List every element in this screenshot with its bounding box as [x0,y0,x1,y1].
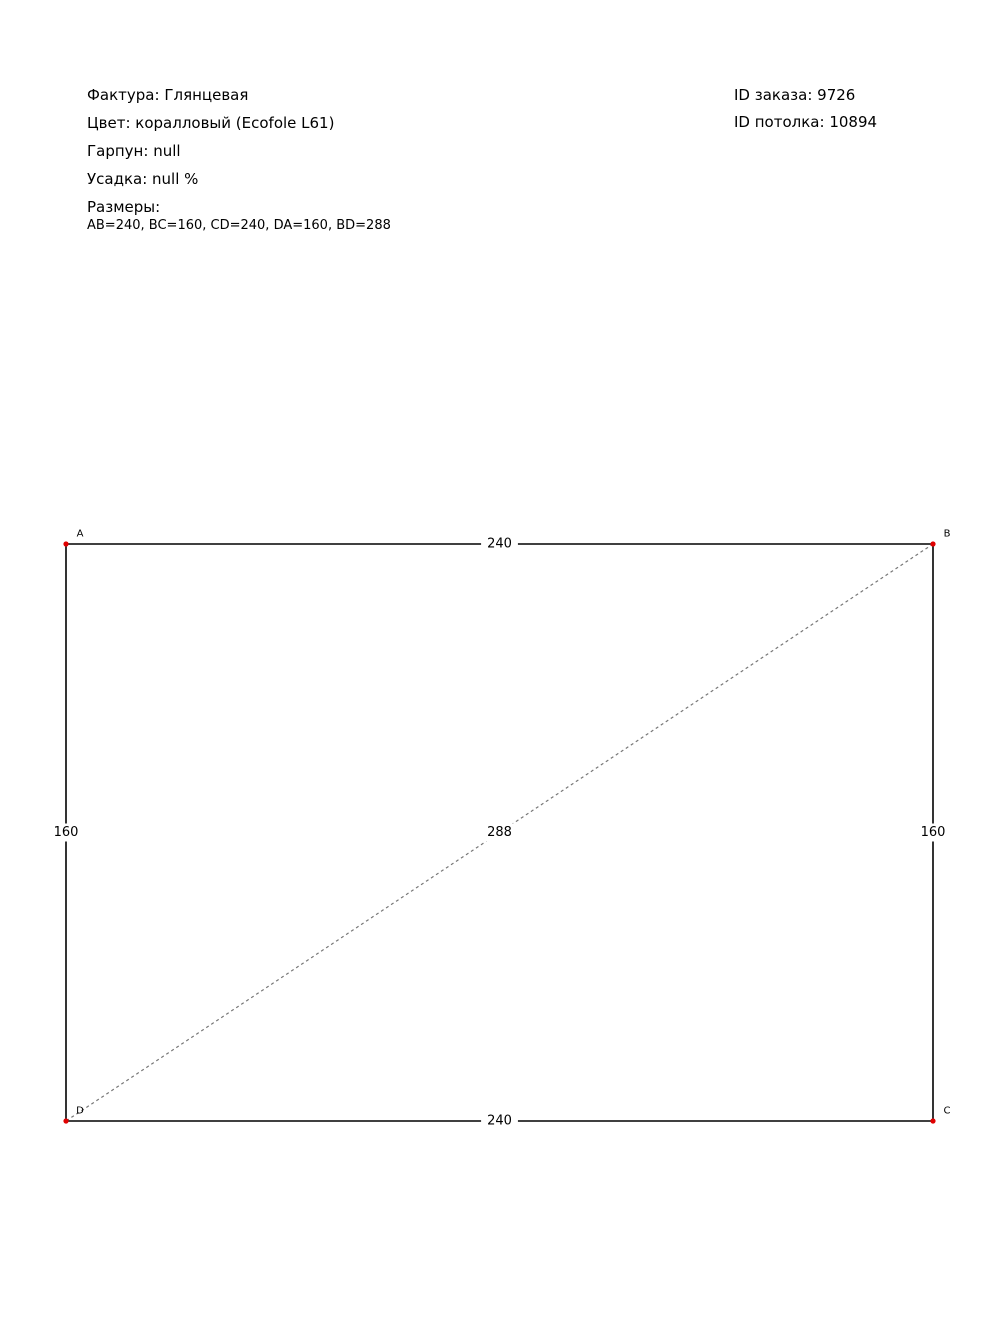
diagonal-bd-length: 288 [487,825,512,840]
vertex-d-label: D [76,1105,84,1117]
ceiling-id-value: 10894 [829,113,878,131]
vertex-c-label: C [943,1105,951,1117]
color-label: Цвет: [87,114,136,132]
edge-da-length: 160 [53,825,79,840]
vertex-c [930,1118,935,1123]
vertex-b-label: B [943,528,951,540]
order-id-label: ID заказа: [734,86,818,104]
vertex-b [930,541,935,546]
vertex-d [63,1118,68,1123]
texture-value: Глянцевая [164,86,249,104]
vertex-a-label: A [76,528,84,540]
harpoon-label: Гарпун: [87,142,154,160]
shrinkage-label: Усадка: [87,170,153,188]
edge-ab-length: 240 [487,536,512,552]
edge-cd-length: 240 [487,1113,512,1129]
dimensions-label: Размеры: [87,198,161,216]
dimensions-value: AB=240, BC=160, CD=240, DA=160, BD=288 [87,218,391,233]
texture-label: Фактура: [87,86,165,104]
vertex-a [63,541,68,546]
order-id-value: 9726 [817,86,856,104]
color-value: коралловый (Ecofole L61) [135,114,335,132]
shrinkage-value: null % [152,170,199,188]
ceiling-id-label: ID потолка: [734,113,830,131]
harpoon-value: null [153,142,181,160]
edge-bc-length: 160 [920,825,946,840]
